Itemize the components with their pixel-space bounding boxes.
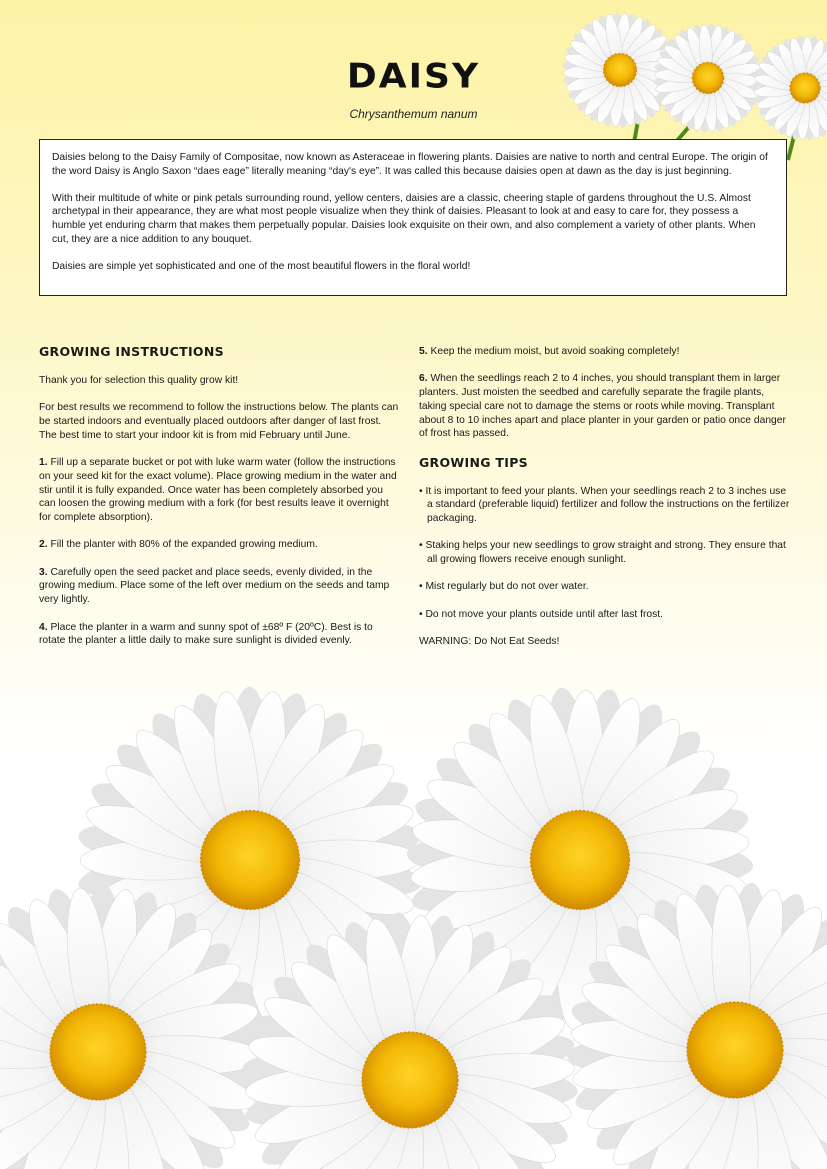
instructions-column-continued <box>419 345 791 663</box>
growing-tips-heading: GROWING TIPS <box>419 454 528 470</box>
step-number: 1. <box>39 457 48 469</box>
tip-item: • It is important to feed your plants. When your seedlings reach 2 to 3 inches use a standard (preferable liquid) fertilizer and follow the instructions on the fertilizer packaging. <box>419 485 790 524</box>
intro-paragraph: Daisies are simple yet sophisticated and one of the most beautiful flowers in the floral world! <box>52 260 471 272</box>
scientific-name: Chrysanthemum nanum <box>349 107 478 121</box>
intro-paragraph: With their multitude of white or pink petals surrounding round, yellow centers, daisies are a classic, cheering staple of gardens throughout the U.S. Almost archetypal in their appearance, they are what most people visualize when they think of daisies. Pleasant to look at and easy to care for, they possess a humble yet enduring charm that makes them perpetually popular. Daisies look exquisite on their own, and also complement a variety of other plants. When cut, they are a nice addition to any bouquet. <box>52 192 756 245</box>
step-text: Place the planter in a warm and sunny spot of ±68º F (20ºC). Best is to rotate the planter a little daily to make sure sunlight is divided evenly. <box>39 621 373 647</box>
step-5 <box>419 345 791 359</box>
growing-instructions-heading: GROWING INSTRUCTIONS <box>39 344 224 359</box>
step-text: Fill the planter with 80% of the expanded growing medium. <box>50 539 318 551</box>
intro-paragraph: Daisies belong to the Daisy Family of Compositae, now known as Asteraceae in flowering plants. Daisies are native to north and central Europe. The origin of the word Daisy is Anglo Saxon “daes eage” literally meaning “day's eye”. It was called this because daisies open at dawn as the day is just beginning. <box>52 152 768 177</box>
intro-box <box>39 139 787 296</box>
step-4 <box>39 621 401 648</box>
step-number: 2. <box>39 539 48 551</box>
tip-item: • Do not move your plants outside until after last frost. <box>419 608 663 620</box>
step-text: When the seedlings reach 2 to 4 inches, you should transplant them in larger planters. Just moisten the seedbed and carefully separate the fragile plants, taking special care not to damage the stems or roots while moving. Transplant about 8 to 10 inches apart and place planter in your garden or patio once danger of frost has passed. <box>419 373 786 440</box>
step-number: 5. <box>419 346 428 357</box>
step-6 <box>419 372 791 441</box>
step-number: 4. <box>39 621 48 633</box>
step-text: Carefully open the seed packet and place seeds, evenly divided, in the growing medium. Place some of the left over medium on the seeds and tamp very lightly. <box>39 566 390 606</box>
tip-item: • Staking helps your new seedlings to grow straight and strong. They ensure that all growing flowers receive enough sunlight. <box>419 540 786 566</box>
warning-text: WARNING: Do Not Eat Seeds! <box>419 636 560 648</box>
step-1 <box>39 456 401 525</box>
step-2 <box>39 538 401 552</box>
step-number: 6. <box>419 373 428 385</box>
step-text: Keep the medium moist, but avoid soaking completely! <box>430 346 680 357</box>
instructions-column <box>39 344 401 662</box>
thanks-text: Thank you for selection this quality grow kit! <box>39 375 239 386</box>
page-title: DAISY <box>346 57 481 96</box>
step-number: 3. <box>39 566 48 578</box>
step-3 <box>39 566 401 607</box>
tip-item: • Mist regularly but do not over water. <box>419 581 589 593</box>
recommend-text: For best results we recommend to follow the instructions below. The plants can be started indoors and eventually placed outdoors after danger of last frost. The best time to start your indoor kit is from mid February until June. <box>39 402 399 441</box>
step-text: Fill up a separate bucket or pot with luke warm water (follow the instructions on your seed kit for the exact volume). Place growing medium in the water and stir until it is fully expanded. Once water has been completely absorbed you can loosen the growing medium with a fork (for best results leave it overnight for complete absorption). <box>39 457 397 523</box>
